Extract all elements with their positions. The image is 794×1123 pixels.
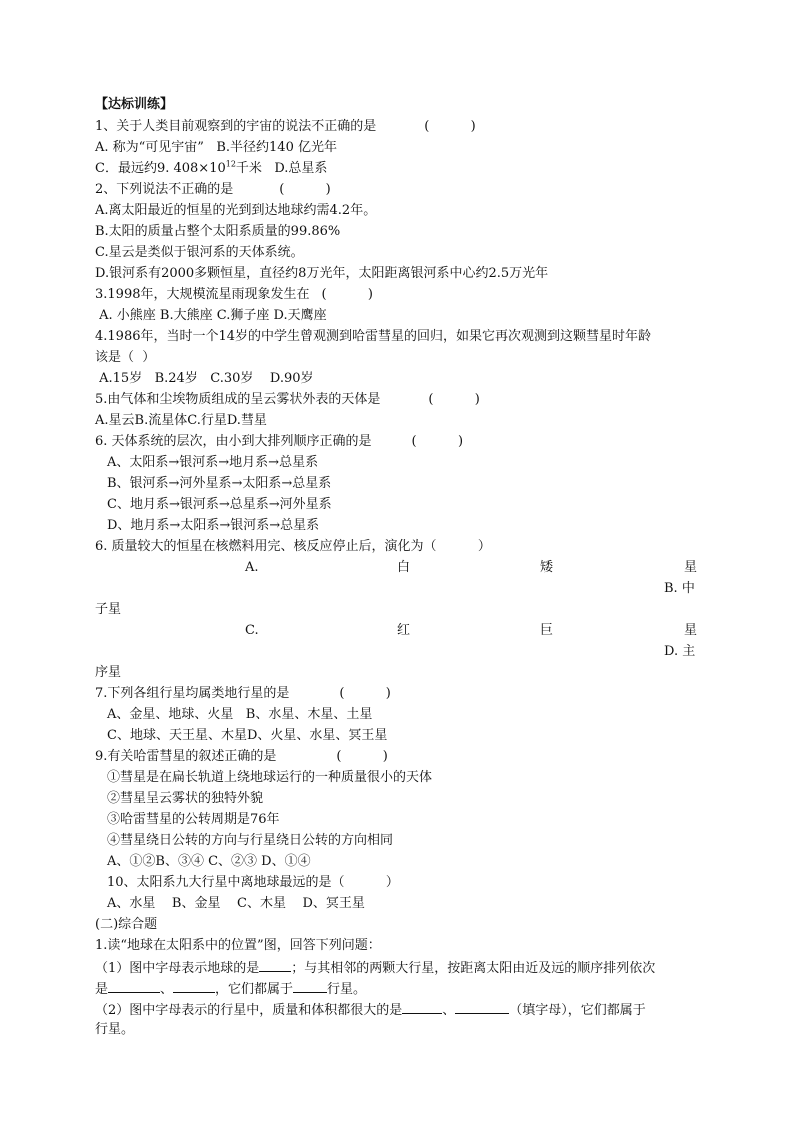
question-7-options-line1: A、金星、地球、火星 B、水星、木星、土星 bbox=[107, 707, 373, 722]
option-c-char: 红 bbox=[397, 623, 411, 638]
question-1-options-cd: C．最远约9. $408\times 10^{12}$千米 D.总星系 bbox=[95, 159, 328, 176]
answer-blank[interactable] bbox=[173, 978, 215, 993]
answer-paren: ( ) bbox=[424, 119, 476, 134]
question-2-option-d: D.银河系有2000多颗恒星，直径约8万光年，太阳距离银河系中心约2.5万光年 bbox=[95, 266, 549, 281]
option-d-label: D. 主 bbox=[664, 644, 696, 659]
option-a-char: 矮 bbox=[540, 560, 554, 575]
section-2-heading: (二)综合题 bbox=[95, 917, 158, 932]
option-c-char: 星 bbox=[684, 623, 698, 638]
question-4-stem-line1: 4.1986年，当时一个14岁的中学生曾观测到哈雷彗星的回归，如果它再次观测到这颗彗星时年龄 bbox=[95, 329, 652, 344]
comp-part-1-line2: 是 、 ，它们都属于 行星。 bbox=[95, 978, 366, 998]
question-6a-option-d: D、地月系→太阳系→银河系→总星系 bbox=[107, 518, 320, 533]
answer-paren: ( ) bbox=[411, 434, 464, 449]
answer-paren: ( ) bbox=[336, 749, 388, 764]
question-2-option-a: A.离太阳最近的恒星的光到到达地球约需4.2年。 bbox=[95, 203, 377, 218]
option-a-char: 星 bbox=[684, 560, 698, 575]
question-10-stem: 10、太阳系九大行星中离地球最远的是（ ） bbox=[107, 875, 399, 890]
question-3-options: A. 小熊座 B.大熊座 C.狮子座 D.天鹰座 bbox=[95, 308, 327, 323]
question-1-options-ab: A. 称为“可见宇宙” B.半径约140 亿光年 bbox=[95, 140, 337, 155]
question-2-option-b: B.太阳的质量占整个太阳系质量的99.86% bbox=[95, 224, 341, 239]
question-9-options: A、①②B、③④ C、②③ D、①④ bbox=[107, 854, 311, 869]
answer-blank[interactable] bbox=[455, 999, 509, 1014]
section-heading: 【达标训练】 bbox=[95, 97, 174, 112]
answer-paren: ( ) bbox=[279, 182, 331, 197]
comp-intro: 1.读“地球在太阳系中的位置”图，回答下列问题： bbox=[95, 938, 381, 953]
answer-blank[interactable] bbox=[402, 999, 442, 1014]
comp-part-1-line1: （1）图中字母表示地球的是 ；与其相邻的两颗大行星，按距离太阳由近及远的顺序排列依次 bbox=[95, 957, 655, 977]
question-1-stem: 1、关于人类目前观察到的宇宙的说法不正确的是 ( ) bbox=[95, 119, 476, 134]
question-7-options-line2: C、地球、天王星、木星D、火星、水星、冥王星 bbox=[107, 728, 388, 743]
option-b-wrap: 子星 bbox=[95, 602, 122, 617]
option-b-label: B. 中 bbox=[664, 581, 695, 596]
question-7-stem: 7.下列各组行星均属类地行星的是 ( ) bbox=[95, 686, 391, 701]
option-a-label: A. bbox=[245, 560, 259, 575]
answer-blank[interactable] bbox=[108, 978, 160, 993]
question-5-options: A.星云B.流星体C.行星D.彗星 bbox=[95, 413, 267, 428]
option-c-char: 巨 bbox=[540, 623, 554, 638]
question-6b-stem: 6. 质量较大的恒星在核燃料用完、核反应停止后，演化为（ ） bbox=[95, 539, 491, 554]
question-5-stem: 5.由气体和尘埃物质组成的呈云雾状外表的天体是 ( ) bbox=[95, 392, 480, 407]
option-c-label: C. bbox=[245, 623, 259, 638]
question-6a-option-b: B、银河系→河外星系→太阳系→总星系 bbox=[107, 476, 332, 491]
question-6a-option-a: A、太阳系→银河系→地月系→总星系 bbox=[107, 455, 319, 470]
option-a-char: 白 bbox=[397, 560, 411, 575]
comp-part-2-line2: 行星。 bbox=[95, 1022, 135, 1037]
comp-part-2-line1: （2）图中字母表示的行星中，质量和体积都很大的是 、 （填字母），它们都属于 bbox=[95, 999, 646, 1019]
question-9-statement-4: ④彗星绕日公转的方向与行星绕日公转的方向相同 bbox=[107, 833, 394, 848]
answer-paren: ( ) bbox=[428, 392, 480, 407]
question-9-statement-1: ①彗星是在扁长轨道上绕地球运行的一种质量很小的天体 bbox=[107, 770, 433, 785]
question-9-statement-3: ③哈雷彗星的公转周期是76年 bbox=[107, 812, 280, 827]
question-9-stem: 9.有关哈雷彗星的叙述正确的是 ( ) bbox=[95, 749, 388, 764]
question-3-stem: 3.1998年，大规模流星雨现象发生在 ( ) bbox=[95, 287, 373, 302]
answer-paren: ( ) bbox=[339, 686, 391, 701]
question-2-stem: 2、下列说法不正确的是 ( ) bbox=[95, 182, 331, 197]
answer-blank[interactable] bbox=[293, 978, 327, 993]
question-2-option-c: C.星云是类似于银河系的天体系统。 bbox=[95, 245, 304, 260]
question-10-options: A、水星 B、金星 C、木星 D、冥王星 bbox=[107, 896, 365, 911]
question-6a-option-c: C、地月系→银河系→总星系→河外星系 bbox=[107, 497, 332, 512]
answer-paren: ( ) bbox=[321, 287, 373, 302]
question-4-stem-line2: 该是（ ） bbox=[95, 350, 156, 365]
question-6a-stem: 6. 天体系统的层次，由小到大排列顺序正确的是 ( ) bbox=[95, 434, 464, 449]
option-d-wrap: 序星 bbox=[95, 665, 122, 680]
question-4-options: A.15岁 B.24岁 C.30岁 D.90岁 bbox=[95, 371, 314, 386]
answer-blank[interactable] bbox=[259, 957, 291, 972]
question-9-statement-2: ②彗星呈云雾状的独特外貌 bbox=[107, 791, 264, 806]
